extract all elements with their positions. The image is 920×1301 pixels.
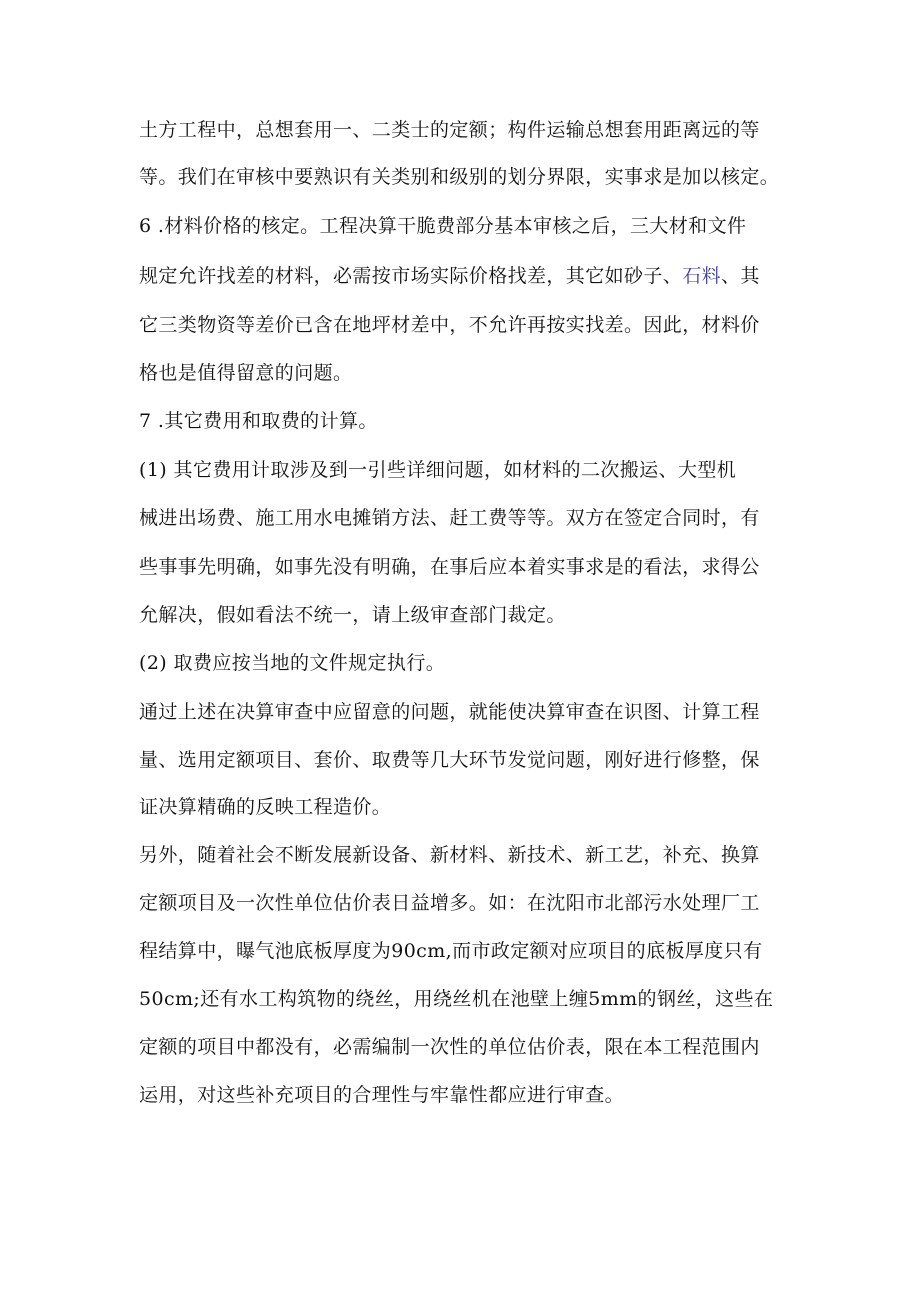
paragraph-line: 程结算中，曝气池底板厚度为90cm,而市政定额对应项目的底板厚度只有 [139, 940, 763, 962]
paragraph-line: 定额项目及一次性单位估价表日益增多。如：在沈阳市北部污水处理厂工 [139, 892, 760, 914]
paragraph-line: (2) 取费应按当地的文件规定执行。 [139, 652, 446, 674]
paragraph-line: 允解决，假如看法不统一，请上级审查部门裁定。 [139, 604, 566, 626]
line-text: 规定允许找差的材料，必需按市场实际价格找差，其它如砂子、 [139, 265, 683, 287]
paragraph-line: 50cm;还有水工构筑物的绕丝，用绕丝机在池壁上缠5mm的钢丝，这些在 [139, 988, 774, 1010]
section-heading: 7 .其它费用和取费的计算。 [139, 410, 378, 432]
hyperlink-stone[interactable]: 石料 [682, 265, 722, 287]
paragraph-line: 格也是值得留意的问题。 [139, 362, 353, 384]
paragraph-line: 证决算精确的反映工程造价。 [139, 796, 392, 818]
paragraph-line: (1) 其它费用计取涉及到一引些详细问题，如材料的二次搬运、大型机 [139, 459, 737, 481]
paragraph-line: 运用，对这些补充项目的合理性与牢靠性都应进行审查。 [139, 1084, 625, 1106]
paragraph-line: 些事事先明确，如事先没有明确，在事后应本着实事求是的看法，求得公 [139, 556, 760, 578]
paragraph-line: 通过上述在决算审查中应留意的问题，就能使决算审查在识图、计算工程 [139, 701, 760, 723]
paragraph-line: 定额的项目中都没有，必需编制一次性的单位估价表，限在本工程范围内 [139, 1036, 760, 1058]
paragraph-line: 土方工程中，总想套用一、二类士的定额；构件运输总想套用距离远的等 [139, 119, 760, 141]
paragraph-line: 另外，随着社会不断发展新设备、新材料、新技术、新工艺，补充、换算 [139, 844, 760, 866]
paragraph-line: 6 .材料价格的核定。工程决算干脆费部分基本审核之后，三大材和文件 [139, 215, 747, 237]
paragraph-line: 量、选用定额项目、套价、取费等几大环节发觉问题，刚好进行修整，保 [139, 749, 760, 771]
paragraph-line: 等。我们在审核中要熟识有关类别和级别的划分界限，实事求是加以核定。 [139, 166, 780, 188]
line-text-tail: 、其 [721, 265, 760, 287]
paragraph-line [139, 264, 760, 288]
paragraph-line: 械进出场费、施工用水电摊销方法、赶工费等等。双方在签定合同时，有 [139, 507, 760, 529]
paragraph-line: 它三类物资等差价已含在地坪材差中，不允许再按实找差。因此，材料价 [139, 314, 760, 336]
